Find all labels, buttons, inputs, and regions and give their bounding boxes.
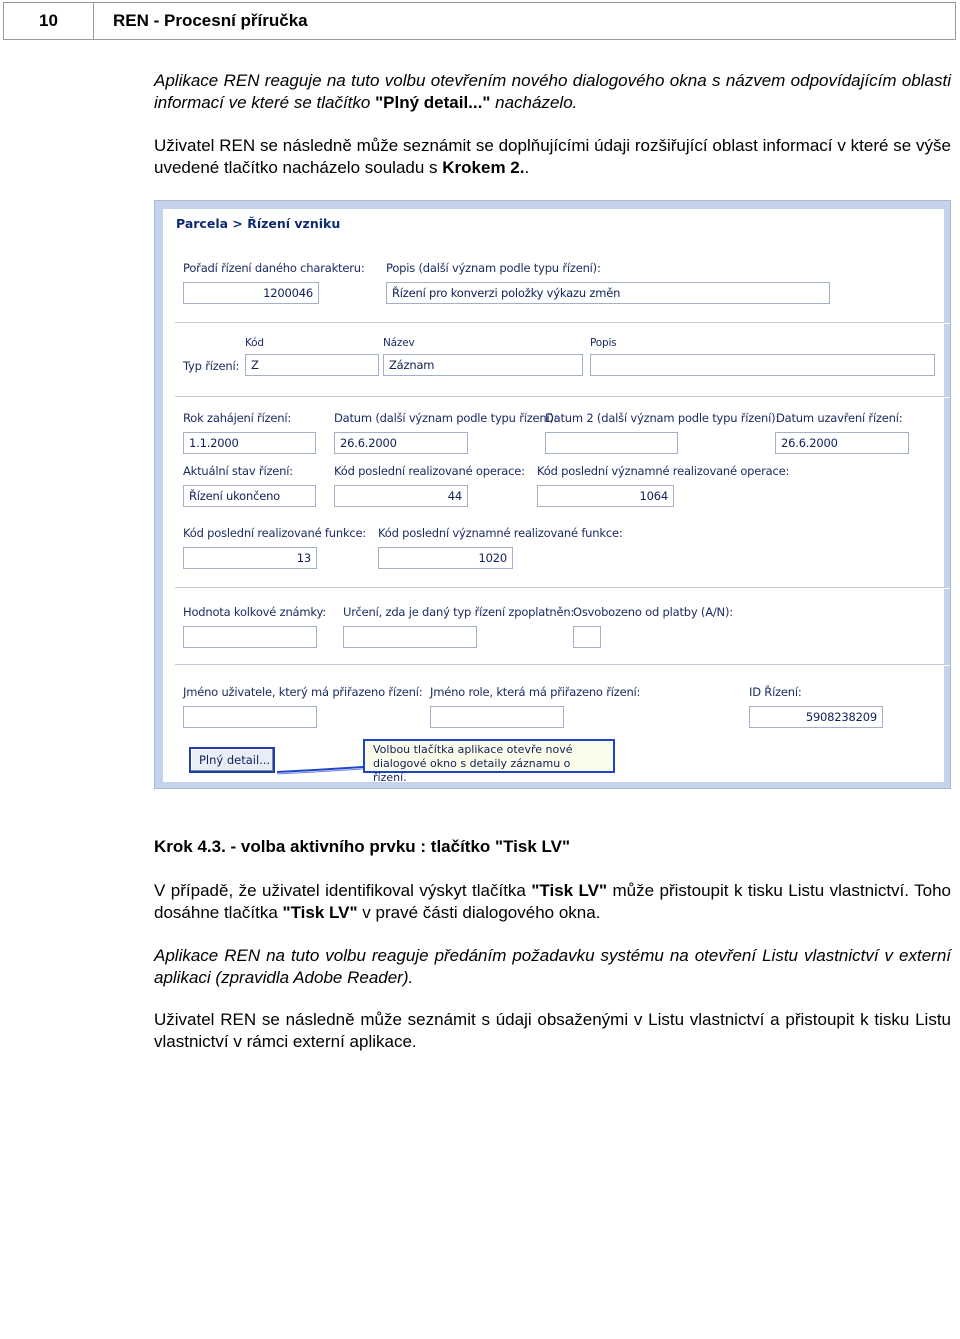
kod-funkce-field[interactable]: 13 [183,547,317,569]
aktualni-stav-label: Aktuální stav řízení: [183,464,293,478]
dialog-window [163,209,944,782]
step-paragraph-2: Aplikace REN na tuto volbu reaguje předáním požadavku systému na otevření Listu vlastnictví v externí aplikaci (zpravidla Adobe Reader). [154,946,951,987]
nazev-header: Název [383,337,415,349]
datum2-field[interactable] [545,432,678,454]
datum-uzavreni-field[interactable]: 26.6.2000 [775,432,909,454]
kod-operace-label: Kód poslední realizované operace: [334,464,525,478]
document-title: REN - Procesní příručka [93,2,956,40]
page-number: 10 [3,2,93,40]
urceni-label: Určení, zda je daný typ řízení zpoplatněn: [343,605,575,619]
kod-operace-field[interactable]: 44 [334,485,468,507]
jmeno-role-label: Jméno role, která má přiřazeno řízení: [430,685,641,699]
hodnota-kolkove-label: Hodnota kolkové známky: [183,605,326,619]
separator [175,664,950,666]
step-heading: Krok 4.3. - volba aktivního prvku : tlačítko "Tisk LV" [154,837,571,856]
callout-line-2: dialogové okno s detaily záznamu o řízení. [373,757,571,784]
step-paragraph-3: Uživatel REN se následně může seznámit s údaji obsaženými v Listu vlastnictví a přistoupit k tisku Listu vlastnictví v rámci externí aplikace. [154,1010,951,1051]
kod-vyz-operace-field[interactable]: 1064 [537,485,674,507]
separator [175,396,950,398]
popis-dalsi-label: Popis (další význam podle typu řízení): [386,261,601,275]
callout-line-1: Volbou tlačítka aplikace otevře nové [373,743,573,756]
datum-uzavreni-label: Datum uzavření řízení: [776,411,903,425]
rok-zahajeni-label: Rok zahájení řízení: [183,411,292,425]
urceni-field[interactable] [343,626,477,648]
datum-label: Datum (další význam podle typu řízení): [334,411,558,425]
intro-paragraph-2: Uživatel REN se následně může seznámit se doplňujícími údaji rozšiřující oblast informací v které se výše uvedené tlačítko nacházelo souladu s Krokem 2.. [154,136,951,177]
popis-field[interactable] [590,354,935,376]
typ-rizeni-label: Typ řízení: [183,359,240,373]
popis-dalsi-field[interactable]: Řízení pro konverzi položky výkazu změn [386,282,830,304]
callout-pointer [275,761,375,775]
osvobozeno-label: Osvobozeno od platby (A/N): [573,605,733,619]
kod-funkce-label: Kód poslední realizované funkce: [183,526,367,540]
intro-paragraph-1: Aplikace REN reaguje na tuto volbu otevřením nového dialogového okna s názvem odpovídajícím oblasti informací ve které se tlačítko "Plný detail..." nacházelo. [154,71,951,112]
id-rizeni-label: ID Řízení: [749,685,802,699]
jmeno-uzivatele-field[interactable] [183,706,317,728]
aktualni-stav-field[interactable]: Řízení ukončeno [183,485,316,507]
hodnota-kolkove-field[interactable] [183,626,317,648]
dialog-screenshot [154,200,951,789]
jmeno-role-field[interactable] [430,706,564,728]
kod-header: Kód [245,337,264,349]
jmeno-uzivatele-label: Jméno uživatele, který má přiřazeno řízení: [183,685,423,699]
id-rizeni-field[interactable]: 5908238209 [749,706,883,728]
separator [175,587,950,589]
poradi-label: Pořadí řízení daného charakteru: [183,261,365,275]
dialog-title: Parcela > Řízení vzniku [176,216,341,231]
kod-field[interactable]: Z [245,354,379,376]
osvobozeno-field[interactable] [573,626,601,648]
datum2-label: Datum 2 (další význam podle typu řízení): [545,411,780,425]
popis-header: Popis [590,337,617,349]
datum-field[interactable]: 26.6.2000 [334,432,468,454]
separator [175,322,950,324]
step-paragraph-1: V případě, že uživatel identifikoval výskyt tlačítka "Tisk LV" může přistoupit k tisku Listu vlastnictví. Toho dosáhne tlačítka "Tisk LV" v pravé části dialogového okna. [154,881,951,922]
kod-vyz-operace-label: Kód poslední významné realizované operace: [537,464,790,478]
plny-detail-button[interactable]: Plný detail... [189,747,275,773]
kod-vyz-funkce-label: Kód poslední významné realizované funkce: [378,526,623,540]
rok-zahajeni-field[interactable]: 1.1.2000 [183,432,316,454]
nazev-field[interactable]: Záznam [383,354,583,376]
kod-vyz-funkce-field[interactable]: 1020 [378,547,513,569]
poradi-field[interactable]: 1200046 [183,282,319,304]
callout-note [363,739,615,784]
